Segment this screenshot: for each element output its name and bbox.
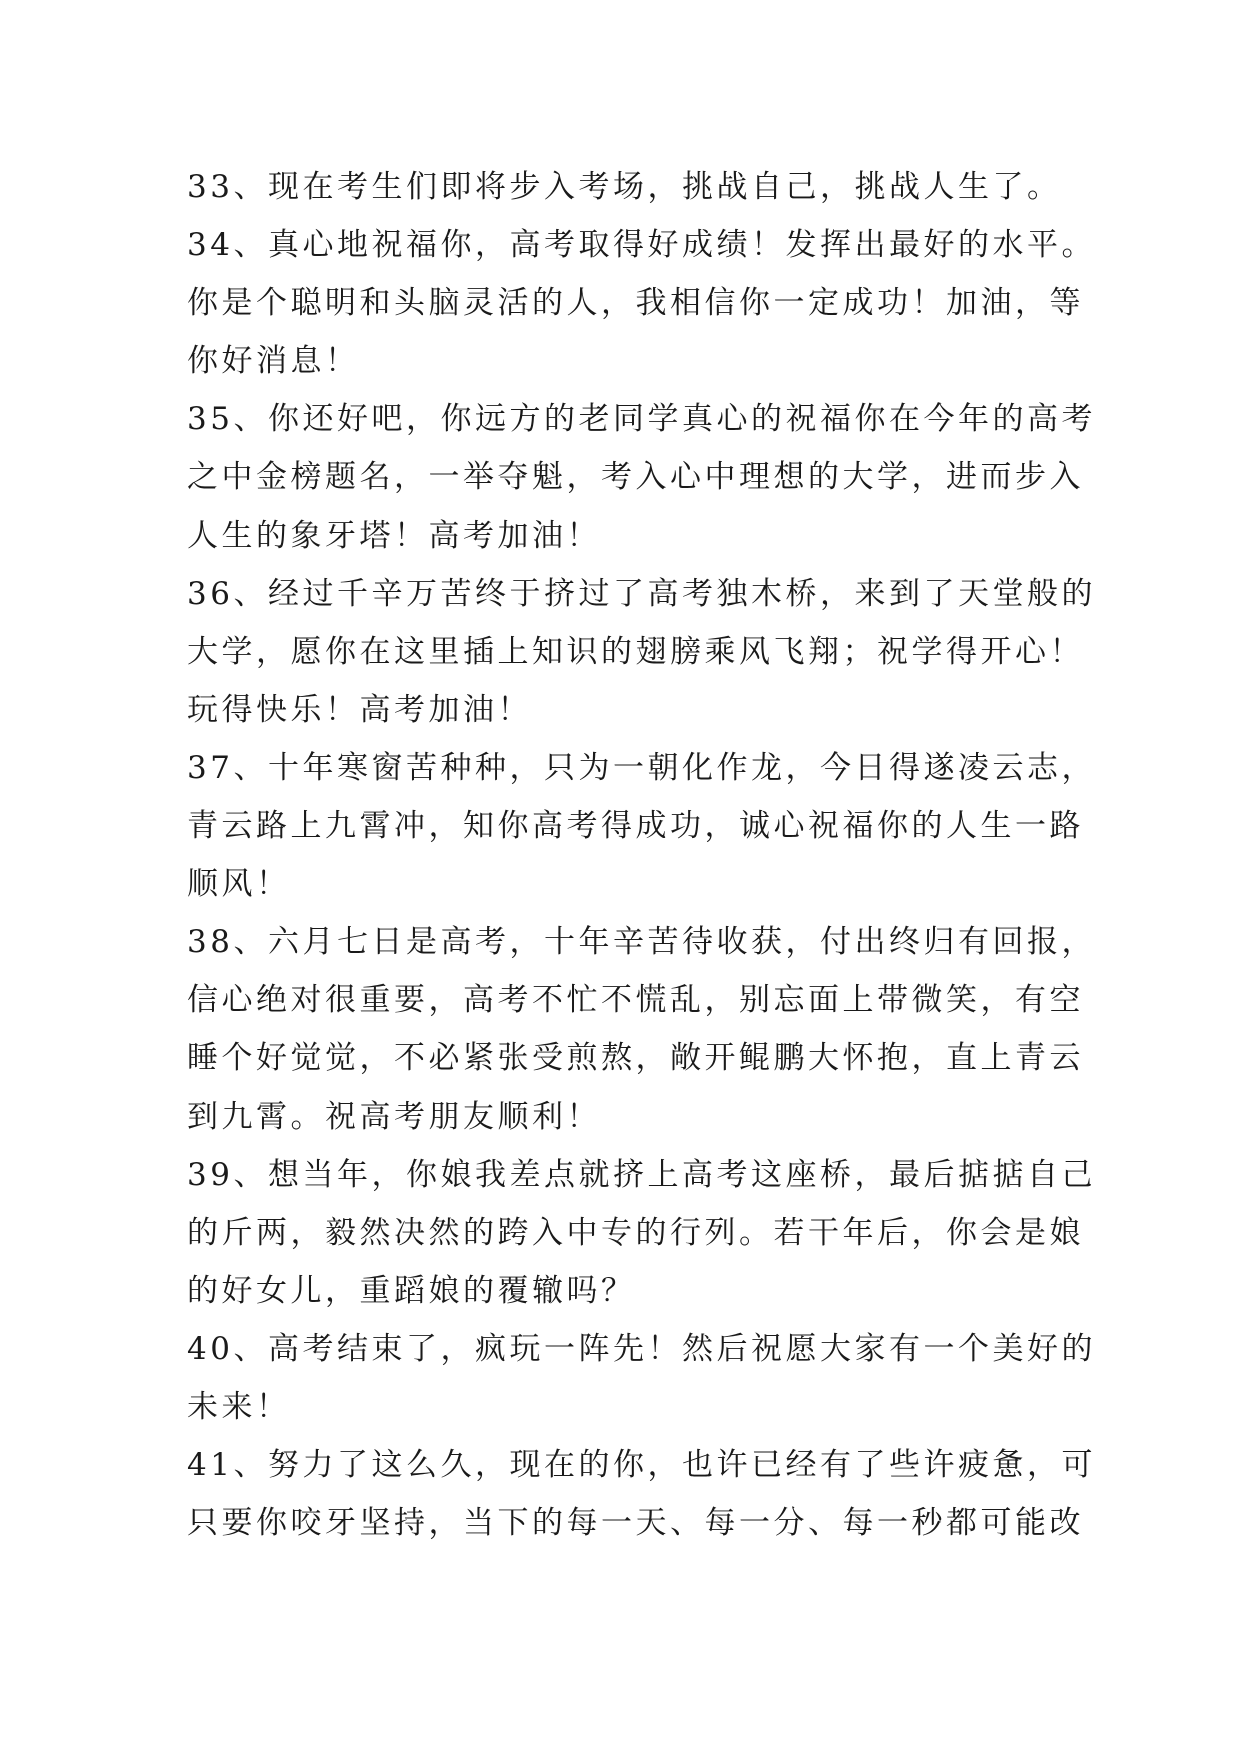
- text-line: 40、高考结束了，疯玩一阵先！然后祝愿大家有一个美好的: [187, 1330, 1096, 1367]
- text-line: 睡个好觉觉，不必紧张受煎熬，敞开鲲鹏大怀抱，直上青云: [187, 1040, 1084, 1077]
- text-line: 青云路上九霄冲，知你高考得成功，诚心祝福你的人生一路: [187, 808, 1084, 845]
- body-text: [187, 158, 1096, 1552]
- text-line: 只要你咬牙坚持，当下的每一天、每一分、每一秒都可能改: [187, 1505, 1084, 1542]
- text-line: 人生的象牙塔！高考加油！: [187, 517, 601, 554]
- text-line: 顺风！: [187, 866, 291, 903]
- text-line: 33、现在考生们即将步入考场，挑战自己，挑战人生了。: [187, 169, 1062, 205]
- text-line: 35、你还好吧，你远方的老同学真心的祝福你在今年的高考: [187, 401, 1096, 438]
- text-line: 到九霄。祝高考朋友顺利！: [187, 1098, 601, 1135]
- text-line: 信心绝对很重要，高考不忙不慌乱，别忘面上带微笑，有空: [187, 982, 1084, 1019]
- text-line: 之中金榜题名，一举夺魁，考入心中理想的大学，进而步入: [187, 459, 1084, 496]
- text-line: 39、想当年，你娘我差点就挤上高考这座桥，最后掂掂自己: [187, 1156, 1096, 1193]
- text-line: 未来！: [187, 1388, 291, 1425]
- text-line: 的斤两，毅然决然的跨入中专的行列。若干年后，你会是娘: [187, 1214, 1084, 1251]
- text-line: 41、努力了这么久，现在的你，也许已经有了些许疲惫，可: [187, 1447, 1096, 1484]
- text-line: 34、真心地祝福你，高考取得好成绩！发挥出最好的水平。: [187, 227, 1096, 264]
- text-line: 38、六月七日是高考，十年辛苦待收获，付出终归有回报，: [187, 924, 1096, 961]
- text-line: 你是个聪明和头脑灵活的人，我相信你一定成功！加油，等: [187, 285, 1084, 322]
- text-line: 37、十年寒窗苦种种，只为一朝化作龙，今日得遂凌云志，: [187, 749, 1096, 786]
- text-line: 36、经过千辛万苦终于挤过了高考独木桥，来到了天堂般的: [187, 575, 1096, 612]
- text-line: 你好消息！: [187, 343, 360, 380]
- text-line: 玩得快乐！高考加油！: [187, 691, 532, 728]
- text-line: 的好女儿，重蹈娘的覆辙吗？: [187, 1272, 636, 1309]
- text-line: 大学，愿你在这里插上知识的翅膀乘风飞翔；祝学得开心！: [187, 633, 1084, 670]
